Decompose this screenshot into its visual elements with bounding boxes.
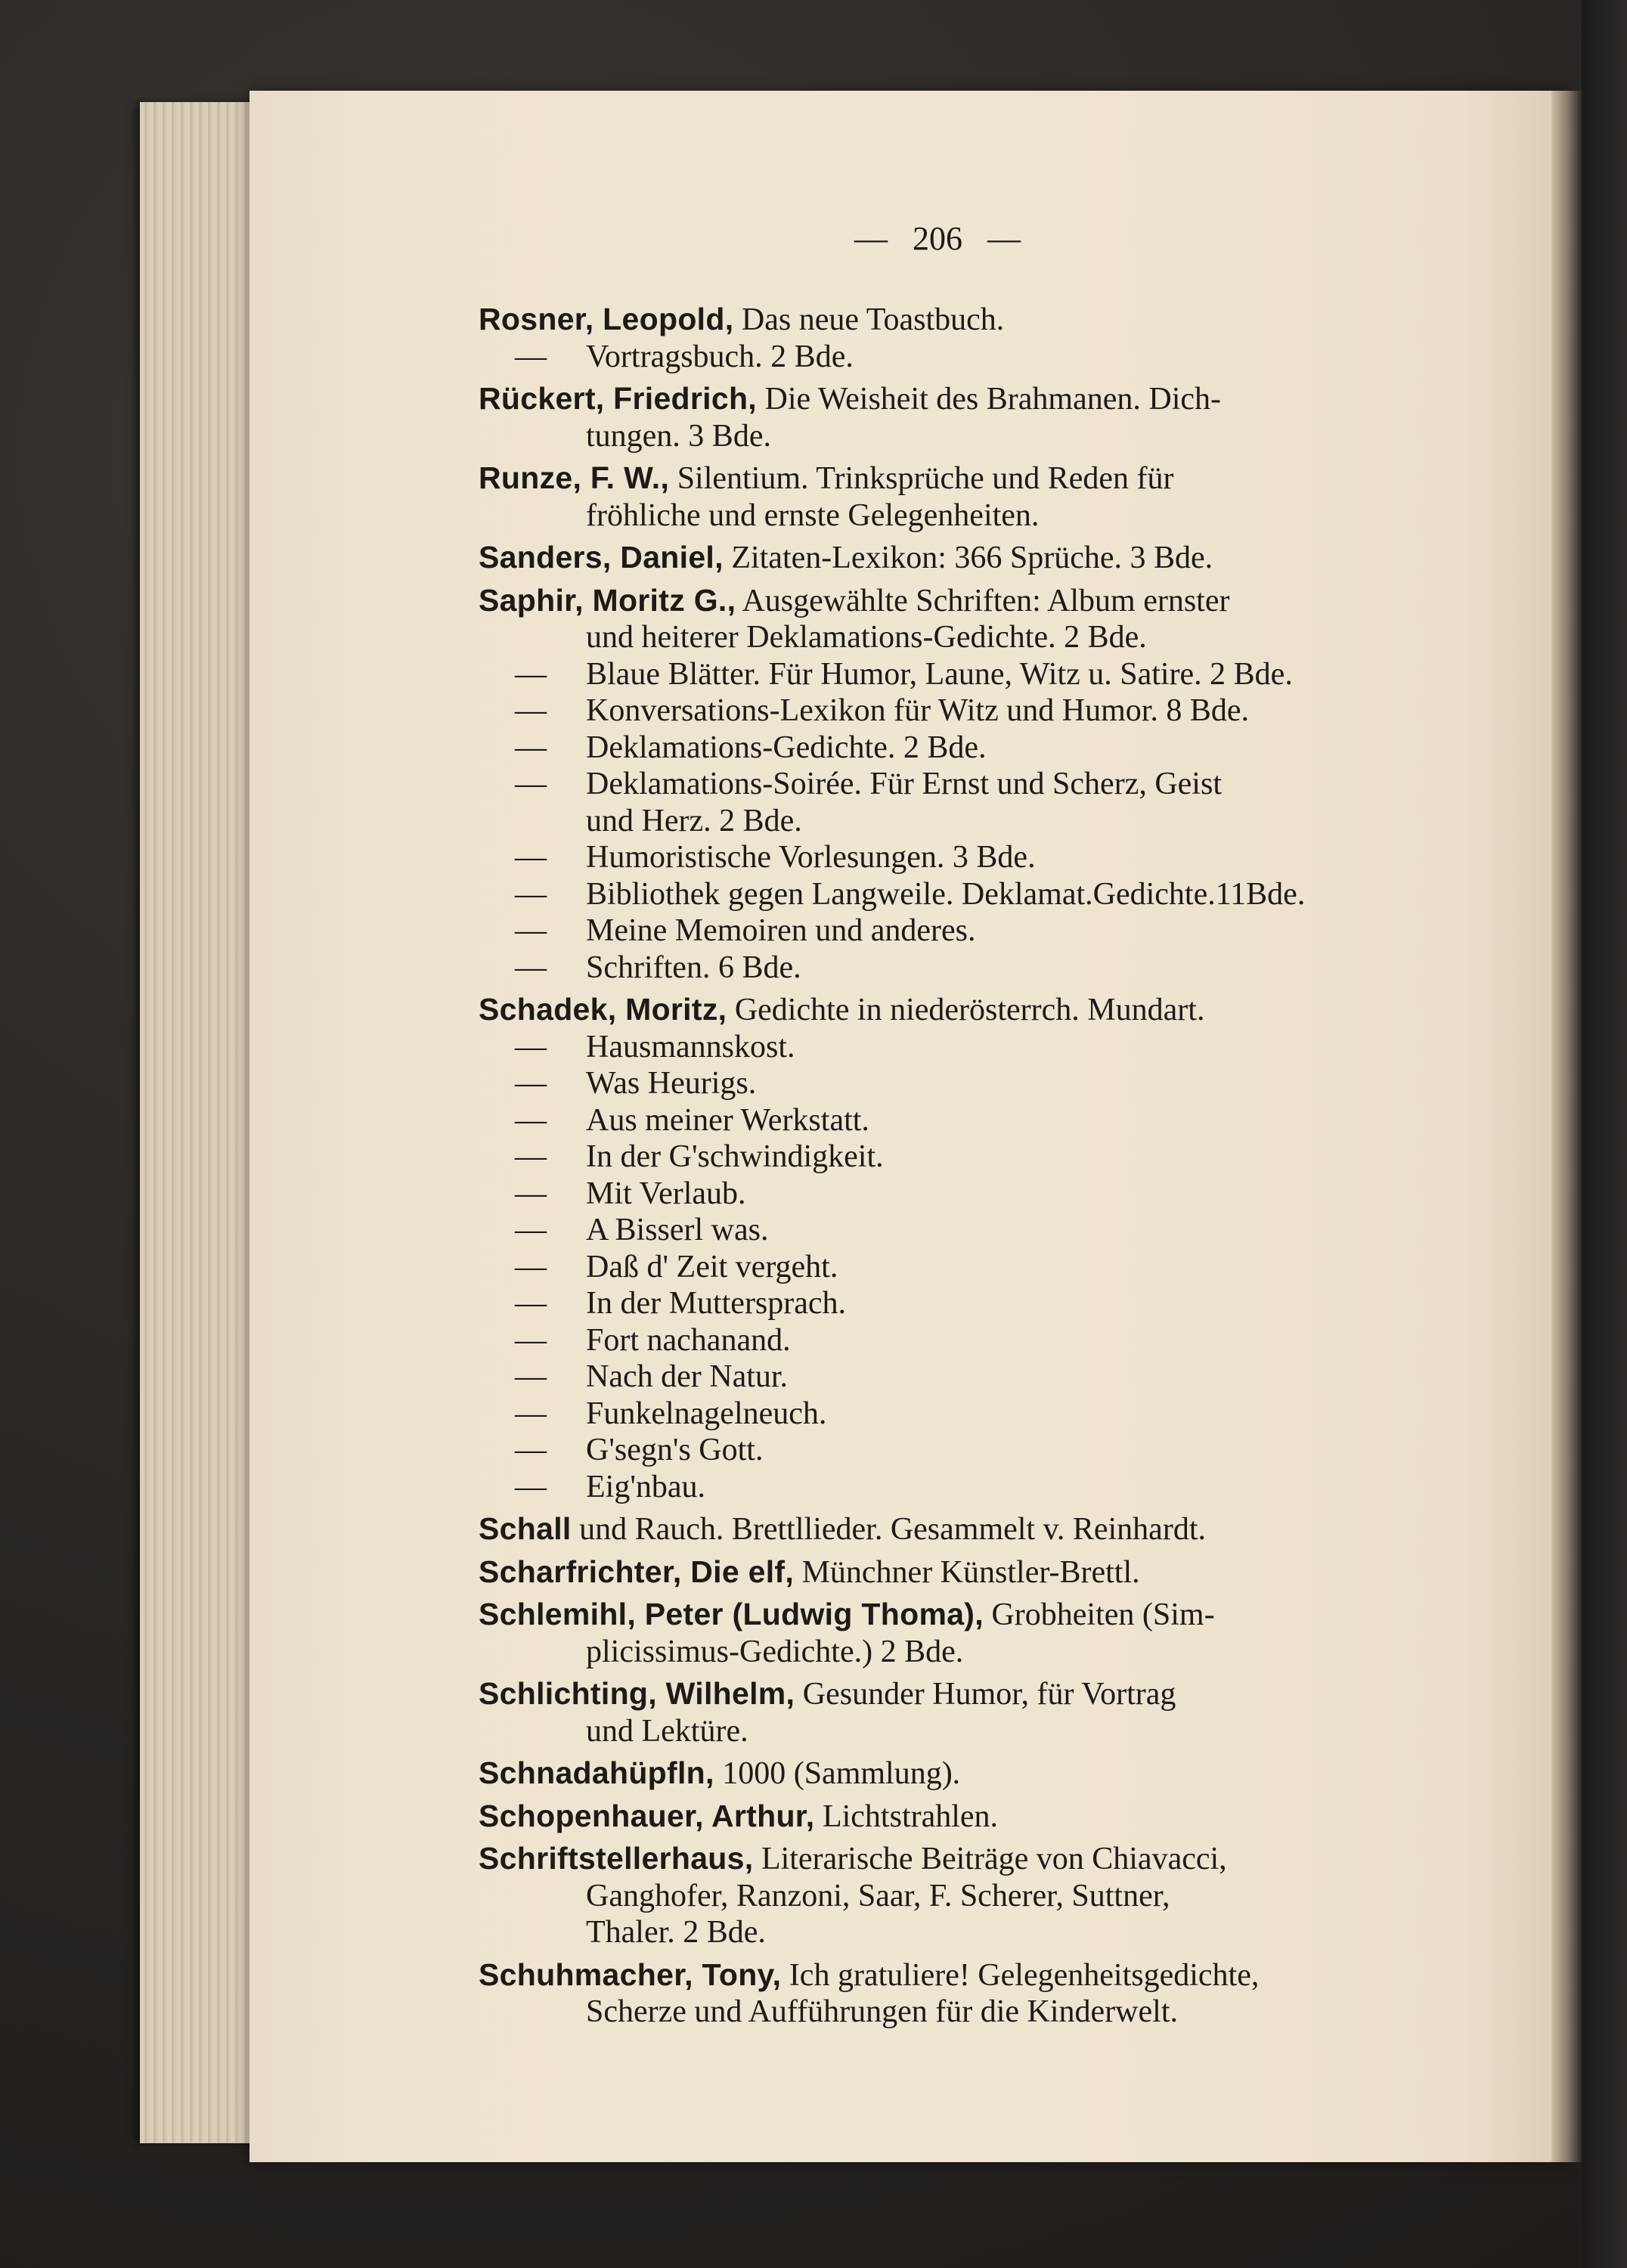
sub-entry xyxy=(479,1029,1484,1066)
sub-entry-title: Mit Verlaub. xyxy=(586,1176,746,1211)
catalog-entry xyxy=(479,380,1484,454)
entry-continuation: und heiterer Deklamations-Gedichte. 2 Bde. xyxy=(586,620,1147,655)
entry-author: Sanders, Daniel, xyxy=(479,540,724,575)
sub-entry xyxy=(479,692,1484,730)
catalog-entry xyxy=(479,991,1484,1029)
ditto-dash: — xyxy=(515,693,547,728)
sub-entry xyxy=(479,1212,1484,1249)
entry-gap xyxy=(479,986,1484,991)
entry-author: Schriftstellerhaus, xyxy=(479,1841,754,1876)
entry-gap xyxy=(479,1835,1484,1840)
sub-entry-title: Deklamations-Gedichte. 2 Bde. xyxy=(586,730,987,765)
sub-entry-title: Was Heurigs. xyxy=(586,1066,757,1101)
ditto-dash: — xyxy=(515,1066,547,1101)
entry-author: Schuhmacher, Tony, xyxy=(479,1957,782,1992)
page-gutter xyxy=(1551,91,1582,2162)
ditto-dash: — xyxy=(515,876,547,912)
ditto-dash: — xyxy=(515,1433,547,1467)
sub-entry xyxy=(479,1322,1484,1359)
sub-entry xyxy=(479,1396,1484,1433)
sub-entry xyxy=(479,656,1484,693)
entry-gap xyxy=(479,1749,1484,1755)
ditto-dash: — xyxy=(515,339,547,374)
ditto-dash: — xyxy=(515,840,547,875)
ditto-dash: — xyxy=(515,1102,547,1138)
catalog-entry xyxy=(479,1554,1484,1591)
entry-gap xyxy=(479,534,1484,539)
sub-entry-title: Daß d' Zeit vergeht. xyxy=(586,1249,838,1284)
entry-author: Rosner, Leopold, xyxy=(479,302,734,336)
entry-title: Lichtstrahlen. xyxy=(814,1799,999,1834)
ditto-dash: — xyxy=(515,730,547,765)
catalog-entry xyxy=(479,1675,1484,1749)
sub-entry-title: Fort nachanand. xyxy=(586,1322,791,1358)
entry-title: Silentium. Trinksprüche und Reden für xyxy=(669,461,1174,496)
entry-title: Gedichte in niederösterrch. Mundart. xyxy=(727,993,1205,1027)
ditto-dash: — xyxy=(515,1139,547,1174)
ditto-dash: — xyxy=(515,1396,547,1431)
entry-author: Rückert, Friedrich, xyxy=(479,381,757,416)
ditto-dash: — xyxy=(515,656,547,692)
entry-gap xyxy=(479,1505,1484,1510)
sub-entry xyxy=(479,1176,1484,1213)
entry-title: Grobheiten (Sim- xyxy=(983,1597,1215,1632)
entry-title: und Rauch. Brettllieder. Gesammelt v. Reinhardt. xyxy=(571,1512,1206,1547)
catalog-entries xyxy=(479,301,1484,2031)
entry-gap xyxy=(479,1670,1484,1675)
entry-author: Runze, F. W., xyxy=(479,460,670,495)
ditto-dash: — xyxy=(515,767,547,801)
entry-author: Schadek, Moritz, xyxy=(479,992,727,1027)
sub-entry-title: Vortragsbuch. 2 Bde. xyxy=(586,339,854,374)
entry-continuation: und Lektüre. xyxy=(586,1713,748,1749)
catalog-entry xyxy=(479,1596,1484,1670)
folio-number: 206 xyxy=(913,220,962,257)
sub-entry xyxy=(479,339,1484,376)
catalog-entry xyxy=(479,539,1484,577)
entry-continuation: Thaler. 2 Bde. xyxy=(586,1915,766,1950)
sub-entry-title: Eig'nbau. xyxy=(586,1469,706,1504)
entry-author: Saphir, Moritz G., xyxy=(479,582,736,618)
folio-dash-left: — xyxy=(854,220,888,257)
entry-author: Scharfrichter, Die elf, xyxy=(479,1554,795,1589)
catalog-entry xyxy=(479,301,1484,339)
sub-entry-title: Nach der Natur. xyxy=(586,1359,789,1394)
entry-gap xyxy=(479,1792,1484,1798)
entry-author: Schall xyxy=(479,1511,572,1546)
entry-title: Die Weisheit des Brahmanen. Dich- xyxy=(756,382,1221,417)
ditto-dash: — xyxy=(515,1213,547,1247)
entry-title: Ich gratuliere! Gelegenheitsgedichte, xyxy=(781,1957,1260,1993)
sub-entry xyxy=(479,1432,1484,1469)
entry-title: Gesunder Humor, für Vortrag xyxy=(795,1677,1176,1712)
sub-entry-title: A Bisserl was. xyxy=(586,1213,769,1247)
catalog-entry xyxy=(479,1957,1484,2031)
entry-continuation: plicissimus-Gedichte.) 2 Bde. xyxy=(586,1634,964,1669)
ditto-dash: — xyxy=(515,1176,547,1211)
entry-continuation: Scherze und Aufführungen für die Kinderwelt. xyxy=(586,1994,1178,2029)
entry-author: Schlichting, Wilhelm, xyxy=(479,1676,795,1711)
ditto-dash: — xyxy=(515,1249,547,1284)
sub-entry xyxy=(479,1139,1484,1176)
sub-entry xyxy=(479,1102,1484,1139)
entry-title: Ausgewählte Schriften: Album ernster xyxy=(736,583,1230,618)
sub-entry-continuation: und Herz. 2 Bde. xyxy=(586,803,802,838)
sub-entry xyxy=(479,876,1484,913)
sub-entry-title: G'segn's Gott. xyxy=(586,1433,764,1467)
sub-entry xyxy=(479,1249,1484,1286)
folio-dash-right: — xyxy=(987,220,1021,257)
entry-gap xyxy=(479,375,1484,380)
catalog-entry xyxy=(479,1840,1484,1951)
catalog-entry xyxy=(479,460,1484,534)
entry-author: Schopenhauer, Arthur, xyxy=(479,1798,815,1833)
sub-entry-title: Schriften. 6 Bde. xyxy=(586,950,801,985)
sub-entry-title: Deklamations-Soirée. Für Ernst und Scherz, Geist xyxy=(586,767,1222,801)
entry-gap xyxy=(479,1951,1484,1957)
entry-title: Zitaten-Lexikon: 366 Sprüche. 3 Bde. xyxy=(723,541,1213,575)
sub-entry xyxy=(479,1469,1484,1506)
sub-entry-title: Meine Memoiren und anderes. xyxy=(586,913,976,948)
book-cover-edge xyxy=(1582,0,1627,2268)
catalog-entry xyxy=(479,1510,1484,1548)
entry-title: 1000 (Sammlung). xyxy=(714,1756,961,1791)
sub-entry xyxy=(479,766,1484,839)
ditto-dash: — xyxy=(515,1029,547,1064)
entry-gap xyxy=(479,577,1484,582)
sub-entry xyxy=(479,730,1484,767)
sub-entry-title: Humoristische Vorlesungen. 3 Bde. xyxy=(586,840,1036,875)
entry-gap xyxy=(479,1548,1484,1554)
ditto-dash: — xyxy=(515,1286,547,1321)
page-number xyxy=(854,219,1081,258)
sub-entry-title: Bibliothek gegen Langweile. Deklamat.Gedichte.11Bde. xyxy=(586,876,1306,912)
sub-entry-title: In der G'schwindigkeit. xyxy=(586,1139,884,1174)
ditto-dash: — xyxy=(515,1322,547,1358)
ditto-dash: — xyxy=(515,913,547,948)
entry-title: Literarische Beiträge von Chiavacci, xyxy=(753,1842,1227,1876)
sub-entry xyxy=(479,1065,1484,1102)
entry-gap xyxy=(479,454,1484,460)
catalog-entry xyxy=(479,1798,1484,1836)
entry-gap xyxy=(479,1591,1484,1596)
sub-entry-title: Konversations-Lexikon für Witz und Humor. 8 Bde. xyxy=(586,693,1250,728)
sub-entry xyxy=(479,1359,1484,1396)
sub-entry-title: Hausmannskost. xyxy=(586,1029,795,1064)
sub-entry-title: Blaue Blätter. Für Humor, Laune, Witz u. Satire. 2 Bde. xyxy=(586,656,1293,692)
catalog-entry xyxy=(479,582,1484,656)
sub-entry xyxy=(479,839,1484,876)
ditto-dash: — xyxy=(515,950,547,985)
sub-entry xyxy=(479,1285,1484,1322)
entry-title: Münchner Künstler-Brettl. xyxy=(794,1554,1140,1590)
sub-entry xyxy=(479,950,1484,987)
entry-author: Schlemihl, Peter (Ludwig Thoma), xyxy=(479,1597,984,1631)
entry-continuation: fröhliche und ernste Gelegenheiten. xyxy=(586,497,1040,533)
sub-entry-title: Aus meiner Werkstatt. xyxy=(586,1102,869,1138)
catalog-entry xyxy=(479,1755,1484,1792)
entry-continuation: Ganghofer, Ranzoni, Saar, F. Scherer, Suttner, xyxy=(586,1878,1170,1913)
ditto-dash: — xyxy=(515,1469,547,1504)
sub-entry-title: Funkelnagelneuch. xyxy=(586,1396,827,1431)
entry-continuation: tungen. 3 Bde. xyxy=(586,418,771,454)
sub-entry xyxy=(479,912,1484,950)
ditto-dash: — xyxy=(515,1359,547,1394)
sub-entry-title: In der Muttersprach. xyxy=(586,1286,847,1321)
entry-author: Schnadahüpfln, xyxy=(479,1755,714,1790)
entry-title: Das neue Toastbuch. xyxy=(733,302,1005,337)
